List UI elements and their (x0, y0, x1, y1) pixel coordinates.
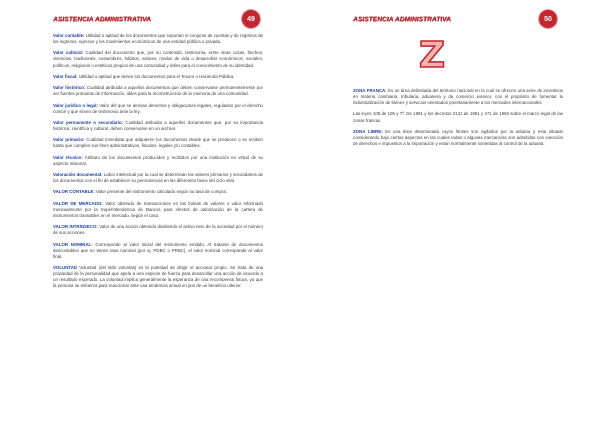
glossary-entry (53, 189, 263, 195)
entry-term: Valor cultural: (53, 50, 84, 56)
entry-term: Valor primario: (53, 137, 85, 143)
glossary-entry (53, 172, 263, 184)
entry-term: VALOR INTRÍNSECO: (53, 224, 98, 230)
glossary-entry (53, 50, 263, 68)
entry-term: Valor permanente o secundario: (53, 119, 124, 125)
page-number-badge: 50 (538, 9, 558, 29)
glossary-entry (53, 155, 263, 167)
entry-term: VALOR CONTABLE: (53, 189, 95, 195)
entry-text: Cualidad del documento que, por su contenido, testimonia, entre otras cosas, hechos, vivencias, tradiciones, costumbres, hábitos, valores, modos de vida o desarrollos económicos, sociales, políticos, religiosos o estéticos propios de una comunidad y útiles para el conocimiento de su identidad. (53, 50, 263, 68)
entry-text: Voluntad (del latín voluntas) es la potestad de dirigir el accionar propio. Se trata de una propiedad de la personalidad que apela a una especie de fuerza para desarrollar una acción de acuerdo a un resultado esperado. La voluntad implica generalmente la esperanza de una recompensa futura, ya que la persona se esfuerza para reaccionar ante una tendencia actual en pos de un beneficio ulterior. (53, 264, 263, 289)
entry-text: Valor del que se derivan derechos y obligaciones legales, regulados por el derecho común y que sirven de testimonio ante la ley. (53, 102, 263, 114)
glossary-entry (53, 74, 263, 80)
entry-text: Atributo de los documentos producidos y recibidos por una institución en virtud de su aspecto misional. (53, 154, 263, 166)
entry-text: Cualidad atribuida a aquellos documentos que, por su importancia histórica, científica y cultural, deben conservarse en un archivo. (53, 119, 264, 131)
glossary-entries (353, 88, 563, 152)
glossary-entry (353, 111, 563, 123)
page-header-title: ASISTENCIA ADMINISTRATIVA (353, 16, 451, 23)
entry-text: Valor de una acción obtenido dividiendo el activo neto de la sociedad por el número de sus acciones. (53, 224, 263, 236)
entry-term: ZONA FRANCA: (353, 88, 387, 93)
entry-text: Es una área determinada cuyos límites son vigilados por la aduana y esta situado considerando bajo ciertos aspectos en las cuales todas o algunas mercancías son admitidas con exención de derechos e impuestos a la importación y están normalmente sometidas al control de la aduana. (353, 128, 564, 147)
glossary-entry (53, 33, 263, 45)
glossary-entry (53, 120, 263, 132)
entry-term: VOLUNTAD (53, 264, 78, 270)
entry-term: VALOR DE MERCADO: (53, 200, 103, 206)
entry-text: Las leyes 109 de 195 y 7ª. De 1991 y los decretos 2131 de 1991 y 471 de 1993 sobre el marco legal de las zonas francas. (353, 111, 563, 123)
entry-text: Corresponde al valor inicial del instrumento emitido. Al tratarse de documentos descontables que no tienen tasa nominal (por ej. PDBC o PRBC), el valor nominal corresponde al valor final. (53, 241, 263, 259)
entry-text: Utilidad o aptitud que tienen los documentos para el Tesoro o Hacienda Pública. (77, 73, 235, 79)
page-number-badge: 49 (241, 9, 261, 29)
glossary-entry (53, 224, 263, 236)
entry-term: Valor técnico: (53, 154, 83, 160)
entry-term: Valor fiscal: (53, 73, 78, 79)
entry-text: Valor obtenido de transacciones en las bolsas de valores o valor informado mensualmente por la Superintendencia de Bancos para efectos de valorización de la cartera de instrumentos transables en el mercado, según el caso. (53, 200, 264, 218)
glossary-entry (53, 265, 263, 289)
entry-term: Valoración documental: (53, 172, 103, 177)
entry-term: ZONA LIBRE: (353, 128, 383, 134)
glossary-entry (53, 103, 263, 115)
entry-text: Utilidad o aptitud de los documentos que soportan el conjunto de cuentas y de registros de los ingresos, egresos y los movimientos económicos de una entidad pública o privada. (53, 33, 263, 45)
glossary-entry (53, 85, 263, 97)
right-page (300, 0, 600, 424)
entry-term: VALOR NOMINAL: (53, 241, 93, 247)
glossary-entry (353, 88, 563, 106)
glossary-entry (53, 242, 263, 260)
glossary-entry (53, 137, 263, 149)
entry-text: Valor presente del instrumento calculado según su tasa de compra. (94, 189, 227, 195)
entry-text: Labor intelectual por la cual se determinan los valores primarios y secundarios de los documentos con el fin de establecer su permanencia en las diferentes fases del ciclo vital. (53, 172, 263, 184)
section-letter: Z (419, 35, 446, 76)
glossary-entry (353, 129, 563, 147)
entry-term: Valor jurídico o legal: (53, 102, 98, 108)
page-header-title: ASISTENCIA ADMINISTRATIVA (53, 16, 151, 23)
entry-term: Valor contable: (53, 33, 85, 38)
entry-term: Valor histórico: (53, 85, 86, 91)
glossary-entries (53, 33, 263, 295)
entry-text: Cualidad inmediata que adquieren los documentos desde que se producen o se reciben hasta que cumplen sus fines administrativos, fiscales, legales y/o contables. (53, 137, 263, 149)
entry-text: Es un área delimitada del territorio nacional en la cual se ofrecen una serie de incentivos en materia cambiaria, tributaria, aduanera y de comercio exterior, con el propósito de fomentar la industrialización de bienes y servicios orientados prioritariamente a los mercados internacionales. (353, 88, 563, 106)
glossary-entry (53, 201, 263, 219)
entry-text: Cualidad atribuida a aquellos documentos que deben conservarse permanentemente por ser fuentes primarias de información, útiles para la reconstrucción de la memoria de una comunidad. (53, 85, 263, 97)
